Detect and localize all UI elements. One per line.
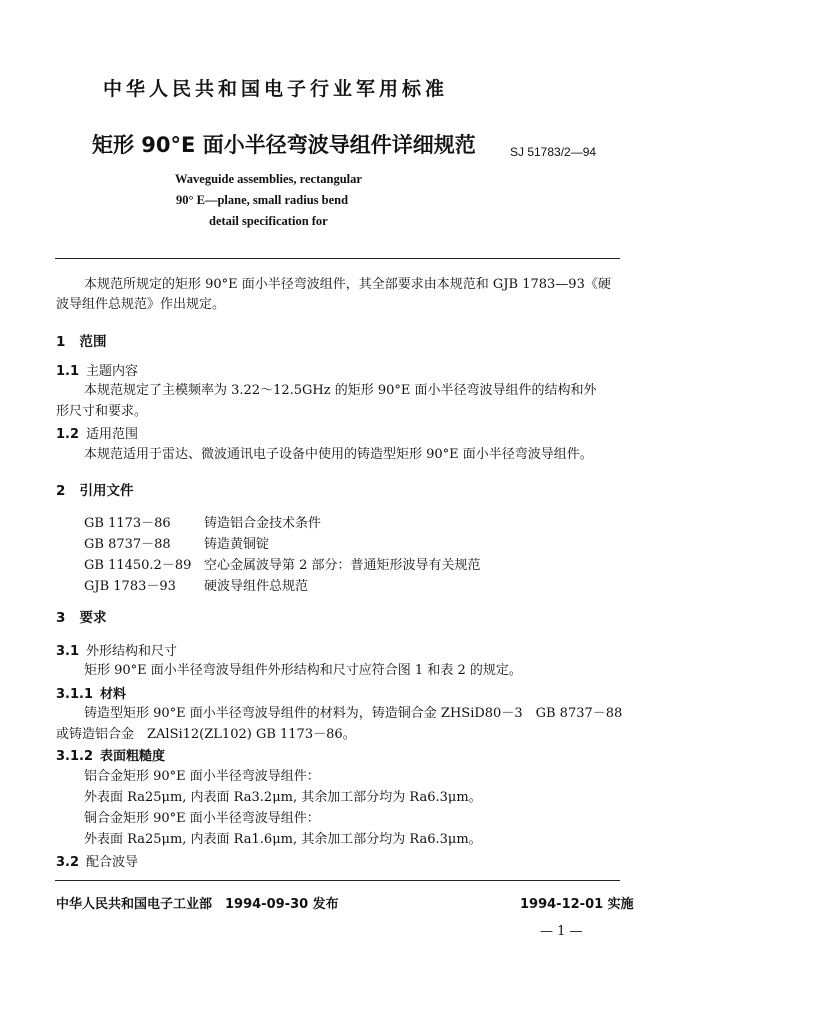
paragraph-3-1-1-line-2: 或铸造铝合金 ZAlSi12(ZL102) GB 1173－86。 xyxy=(56,727,356,742)
subsection-title: 材料 xyxy=(100,687,127,702)
section-2-heading xyxy=(56,479,134,499)
paragraph-3-1-1-line-1: 铸造型矩形 90°E 面小半径弯波导组件的材料为，铸造铜合金 ZHSiD80－3 GB 8737－88 xyxy=(84,706,623,721)
subsection-3-1-2-heading xyxy=(56,745,165,764)
reference-code: GB 1173－86 xyxy=(84,516,171,531)
reference-title: 铸造铝合金技术条件 xyxy=(204,516,322,531)
subsection-title: 外形结构和尺寸 xyxy=(86,644,178,659)
subsection-title: 主题内容 xyxy=(86,364,139,379)
reference-code: GB 8737－88 xyxy=(84,537,171,552)
section-3-heading xyxy=(56,606,107,626)
intro-line-1: 本规范所规定的矩形 90°E 面小半径弯波组件，其全部要求由本规范和 GJB 1783—93《硬 xyxy=(84,277,611,292)
paragraph-3-1-2-line-1: 铝合金矩形 90°E 面小半径弯波导组件： xyxy=(84,769,320,784)
section-number: 3 xyxy=(56,610,66,626)
subsection-title: 表面粗糙度 xyxy=(100,749,166,764)
document-title-en-line-3: detail specification for xyxy=(209,214,328,228)
intro-line-2: 波导组件总规范》作出规定。 xyxy=(56,297,226,312)
paragraph-1-1-line-2: 形尺寸和要求。 xyxy=(56,404,148,419)
standard-code: SJ 51783/2—94 xyxy=(510,145,597,159)
subsection-3-1-1-heading xyxy=(56,683,126,702)
document-title-en-line-1: Waveguide assemblies, rectangular xyxy=(175,172,362,186)
subsection-number: 3.2 xyxy=(56,855,80,870)
subsection-1-2-heading xyxy=(56,423,138,442)
subsection-3-1-heading xyxy=(56,640,177,659)
subsection-1-1-heading xyxy=(56,360,138,379)
subsection-title: 配合波导 xyxy=(86,855,139,870)
effective-date: 1994-12-01 实施 xyxy=(520,897,634,912)
document-title-cn: 矩形 90°E 面小半径弯波导组件详细规范 xyxy=(92,133,476,157)
reference-code: GB 11450.2－89 xyxy=(84,558,192,573)
section-1-heading xyxy=(56,330,107,350)
issuing-standard-header: 中华人民共和国电子行业军用标准 xyxy=(103,78,449,100)
reference-code: GJB 1783－93 xyxy=(84,579,176,594)
subsection-3-2-heading xyxy=(56,851,138,870)
section-title: 要求 xyxy=(79,610,107,626)
paragraph-3-1-line-1: 矩形 90°E 面小半径弯波导组件外形结构和尺寸应符合图 1 和表 2 的规定。 xyxy=(84,663,522,678)
reference-title: 铸造黄铜锭 xyxy=(204,537,270,552)
paragraph-3-1-2-line-4: 外表面 Ra25μm, 内表面 Ra1.6μm, 其余加工部分均为 Ra6.3μm。 xyxy=(84,832,482,847)
subsection-number: 1.2 xyxy=(56,427,80,442)
paragraph-1-1-line-1: 本规范规定了主模频率为 3.22～12.5GHz 的矩形 90°E 面小半径弯波导组件的结构和外 xyxy=(84,383,597,398)
reference-title: 硬波导组件总规范 xyxy=(204,579,309,594)
document-title-en-line-2: 90° E—plane, small radius bend xyxy=(176,193,349,207)
subsection-number: 1.1 xyxy=(56,364,80,379)
section-number: 2 xyxy=(56,483,66,499)
section-number: 1 xyxy=(56,334,66,350)
header-divider xyxy=(55,258,620,259)
subsection-number: 3.1 xyxy=(56,644,80,659)
reference-title: 空心金属波导第 2 部分：普通矩形波导有关规范 xyxy=(204,558,481,573)
section-title: 范围 xyxy=(79,334,107,350)
paragraph-1-2-line-1: 本规范适用于雷达、微波通讯电子设备中使用的铸造型矩形 90°E 面小半径弯波导组件。 xyxy=(84,447,593,462)
subsection-title: 适用范围 xyxy=(86,427,139,442)
paragraph-3-1-2-line-3: 铜合金矩形 90°E 面小半径弯波导组件： xyxy=(84,811,320,826)
subsection-number: 3.1.2 xyxy=(56,749,94,764)
section-title: 引用文件 xyxy=(79,483,134,499)
subsection-number: 3.1.1 xyxy=(56,687,94,702)
page-number: — 1 — xyxy=(540,924,583,939)
paragraph-3-1-2-line-2: 外表面 Ra25μm, 内表面 Ra3.2μm, 其余加工部分均为 Ra6.3μm。 xyxy=(84,790,482,805)
footer-divider xyxy=(55,880,620,881)
issuer-and-issue-date: 中华人民共和国电子工业部 1994-09-30 发布 xyxy=(56,897,339,912)
